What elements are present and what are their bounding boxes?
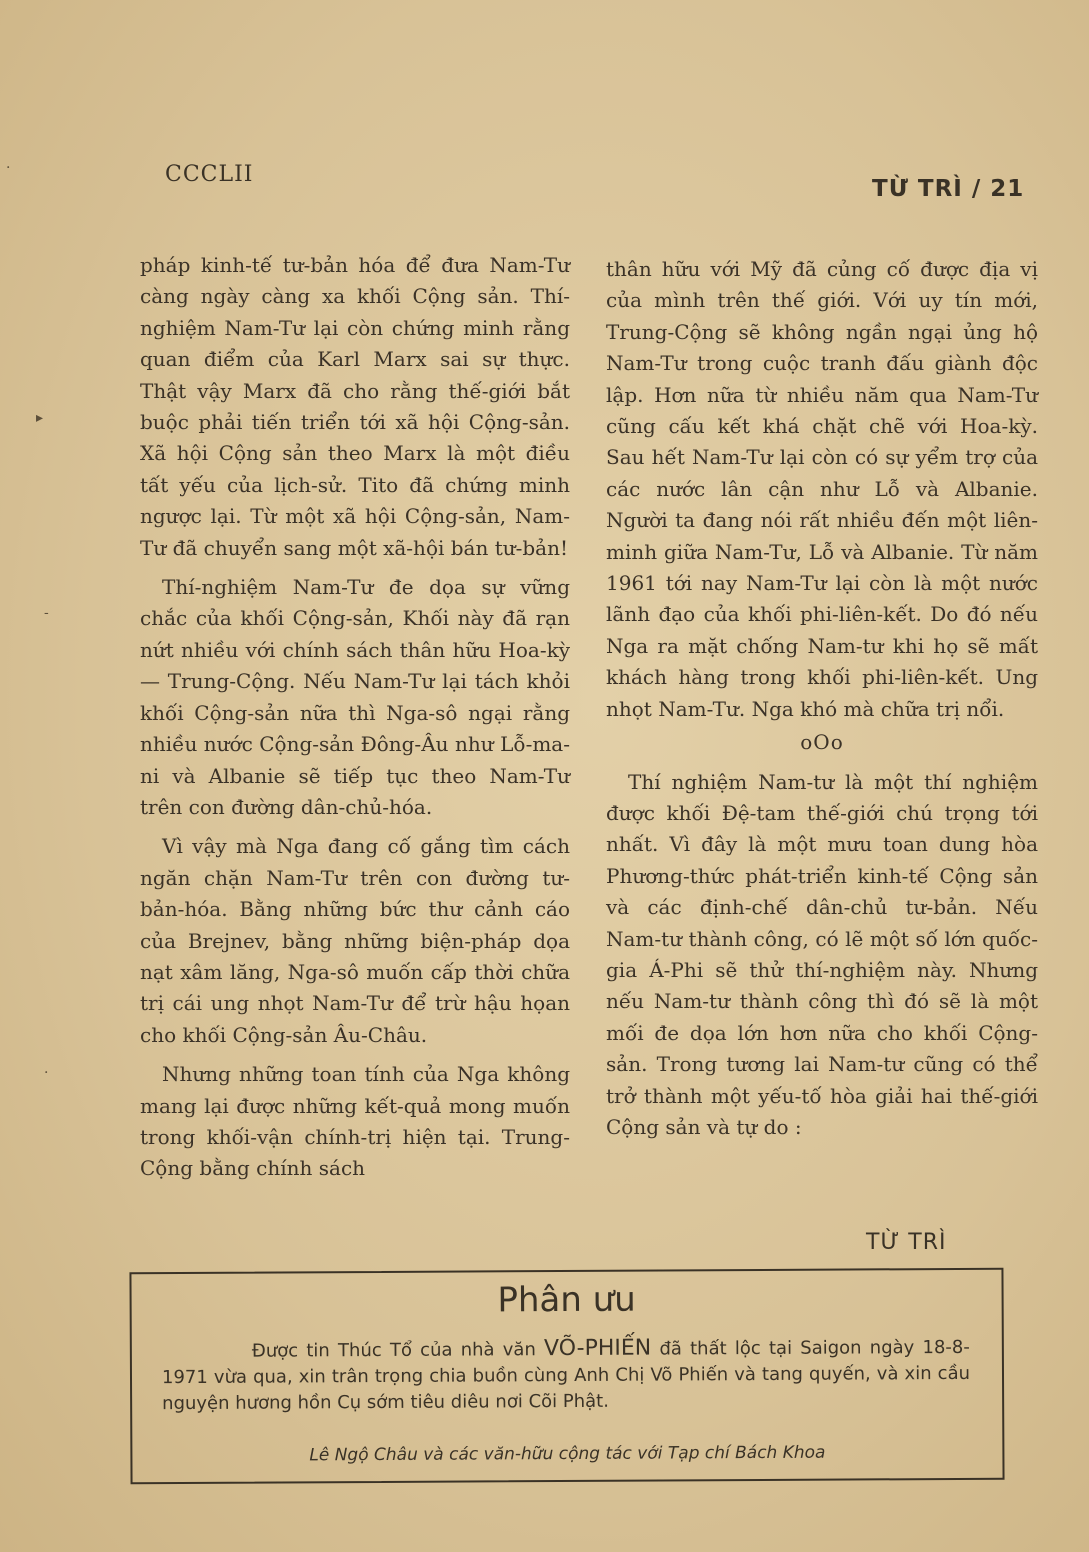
paper-speck: · (44, 1065, 49, 1081)
right-column (606, 254, 1038, 1143)
notice-body-start: Được tin Thúc Tổ của nhà văn (251, 1339, 545, 1362)
paper-speck: · (6, 160, 11, 176)
notice-writer-name: VÕ-PHIẾN (543, 1335, 652, 1362)
right-paragraph-2: Thí nghiệm Nam-tư là một thí nghiệm được khối Đệ-tam thế-giới chú trọng tới nhất. Vì đây là một mưu toan dung hòa Phương-thức phát-triển kinh-tế Cộng sản và các định-chế dân-chủ tư-bản. Nếu Nam-tư thành công, có lẽ một số lớn quốc-gia Á-Phi sẽ thử thí-nghiệm này. Nhưng nếu Nam-tư thành công thì đó sẽ là một mối đe dọa lớn hơn nữa cho khối Cộng-sản. Trong tương lai Nam-tư cũng có thể trở thành một yếu-tố hòa giải hai thế-giới Cộng sản và tự do : (606, 769, 1038, 1139)
author-page-number: TỪ TRÌ / 21 (872, 176, 1025, 202)
notice-signatories: Lê Ngộ Châu và các văn-hữu cộng tác với Tạp chí Bách Khoa (309, 1442, 826, 1466)
page-roman-numeral: CCCLII (165, 162, 254, 187)
author-signature: TỪ TRÌ (866, 1230, 947, 1255)
left-paragraph-1: pháp kinh-tế tư-bản hóa để đưa Nam-Tư càng ngày càng xa khối Cộng sản. Thí-nghiệm Nam-Tư lại còn chứng minh rằng quan điểm của Karl Marx sai sự thực. Thật vậy Marx đã cho rằng thế-giới bắt buộc phải tiến triển tới xã hội Cộng-sản. Xã hội Cộng sản theo Marx là một điều tất yếu của lịch-sử. Tito đã chứng minh ngược lại. Từ một xã hội Cộng-sản, Nam-Tư đã chuyển sang một xã-hội bán tư-bản! (140, 253, 570, 560)
notice-body (162, 1334, 970, 1417)
left-paragraph-4: Nhưng những toan tính của Nga không mang lại được những kết-quả mong muốn trong khối-vận chính-trị hiện tại. Trung-Cộng bằng chính sách (140, 1062, 570, 1181)
left-paragraph-2: Thí-nghiệm Nam-Tư đe dọa sự vững chắc của khối Cộng-sản, Khối này đã rạn nứt nhiều với chính sách thân hữu Hoa-kỳ — Trung-Cộng. Nếu Nam-Tư lại tách khỏi khối Cộng-sản nữa thì Nga-sô ngại rằng nhiều nước Cộng-sản Đông-Âu như Lỗ-ma-ni và Albanie sẽ tiếp tục theo Nam-Tư trên con đường dân-chủ-hóa. (140, 575, 570, 819)
paper-speck: ▸ (36, 410, 44, 426)
right-paragraph-1: thân hữu với Mỹ đã củng cố được địa vị của mình trên thế giới. Với uy tín mới, Trung-Cộng sẽ không ngần ngại ủng hộ Nam-Tư trong cuộc tranh đấu giành độc lập. Hơn nữa từ nhiều năm qua Nam-Tư cũng cấu kết khá chặt chẽ với Hoa-kỳ. Sau hết Nam-Tư lại còn có sự yểm trợ của các nước lân cận như Lỗ và Albanie. Người ta đang nói rất nhiều đến một liên-minh giữa Nam-Tư, Lỗ và Albanie. Từ năm 1961 tới nay Nam-Tư lại còn là một nước lãnh đạo của khối phi-liên-kết. Do đó nếu Nga ra mặt chống Nam-tư khi họ sẽ mất khách hàng trong khối phi-liên-kết. Ung nhọt Nam-Tư. Nga khó mà chữa trị nổi. (606, 257, 1038, 721)
left-column (140, 250, 570, 1185)
notice-title: Phân ưu (497, 1279, 636, 1321)
condolence-notice-box (129, 1268, 1004, 1485)
section-separator: oOo (800, 730, 844, 755)
notice-body-end: đã thất lộc tại Saigon ngày 18-8-1971 vừa qua, xin trân trọng chia buồn cùng Anh Chị Võ Phiến và tang quyến, và xin cầu nguyện hương hồn Cụ sớm tiêu diêu nơi Cõi Phật. (161, 1336, 971, 1415)
left-paragraph-3: Vì vậy mà Nga đang cố gắng tìm cách ngăn chặn Nam-Tư trên con đường tư-bản-hóa. Bằng những bức thư cảnh cáo của Brejnev, bằng những biện-pháp dọa nạt xâm lăng, Nga-sô muốn cấp thời chữa trị cái ung nhọt Nam-Tư để trừ hậu họan cho khối Cộng-sản Âu-Châu. (140, 834, 570, 1047)
paper-speck: - (44, 605, 49, 621)
